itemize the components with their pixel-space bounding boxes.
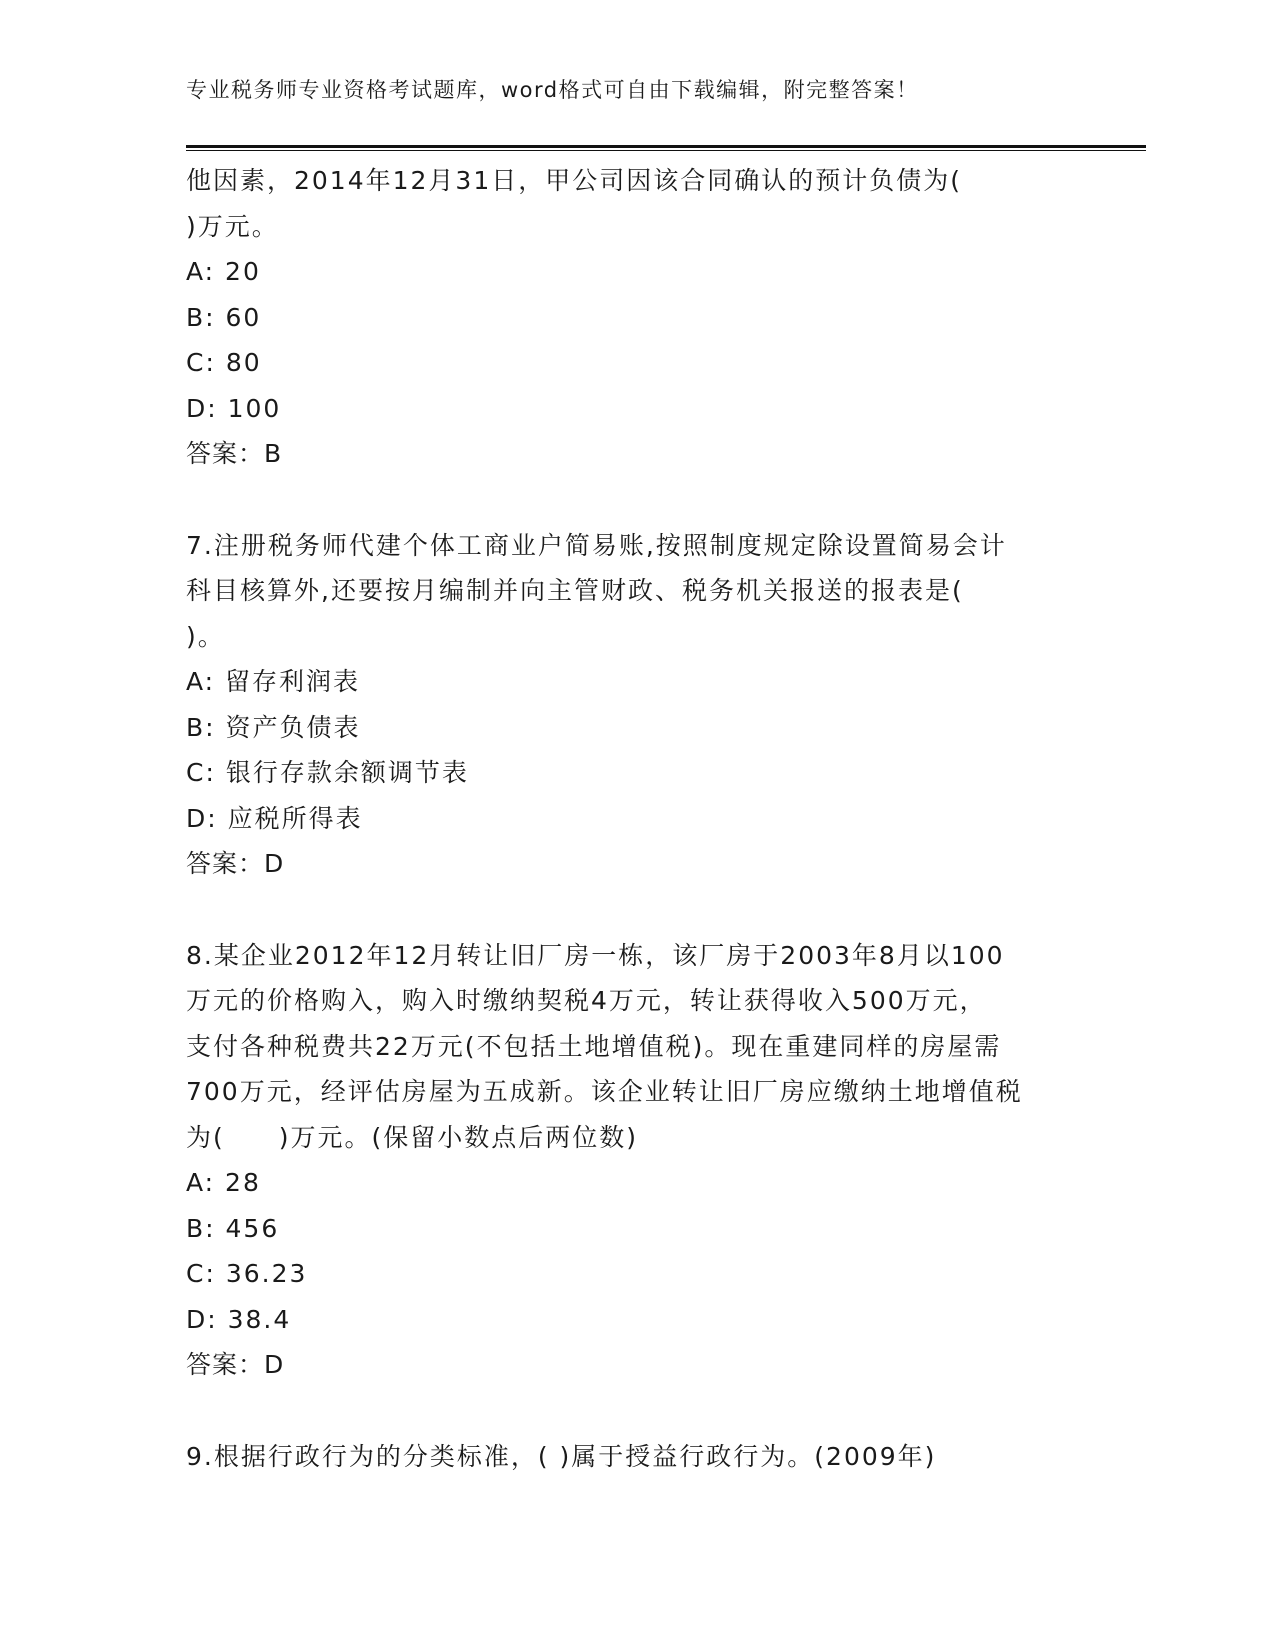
question-8-option-d: D: 38.4 (186, 1304, 292, 1334)
question-7-answer: 答案：D (186, 849, 285, 878)
question-6-option-a: A: 20 (186, 257, 261, 286)
question-6-line-2: )万元。 (186, 211, 279, 241)
question-7-option-d: D: 应税所得表 (186, 803, 363, 833)
spacer (186, 477, 1086, 523)
question-8-option-a: A: 28 (186, 1168, 261, 1197)
header-rule-thick (186, 145, 1146, 148)
question-7-option-c: C: 银行存款余额调节表 (186, 758, 469, 787)
question-7 (186, 523, 1086, 887)
question-6-option-b: B: 60 (186, 302, 262, 332)
question-8-line-5: 为( )万元。(保留小数点后两位数) (186, 1122, 639, 1152)
question-6-option-d: D: 100 (186, 393, 282, 423)
question-9 (186, 1434, 1086, 1480)
question-6 (186, 158, 1086, 477)
question-7-option-a: A: 留存利润表 (186, 667, 361, 696)
question-8-line-4: 700万元，经评估房屋为五成新。该企业转让旧厂房应缴纳土地增值税 (186, 1077, 1023, 1106)
question-8 (186, 933, 1086, 1388)
question-8-line-1: 8.某企业2012年12月转让旧厂房一栋，该厂房于2003年8月以100 (186, 940, 1005, 970)
question-8-option-b: B: 456 (186, 1213, 280, 1243)
document-body (186, 158, 1086, 1479)
question-7-line-1: 7.注册税务师代建个体工商业户简易账,按照制度规定除设置简易会计 (186, 530, 1007, 560)
question-8-option-c: C: 36.23 (186, 1259, 308, 1288)
page-header: 专业税务师专业资格考试题库，word格式可自由下载编辑，附完整答案！ (186, 78, 919, 102)
question-8-answer: 答案：D (186, 1350, 285, 1379)
question-8-line-3: 支付各种税费共22万元(不包括土地增值税)。现在重建同样的房屋需 (186, 1031, 1002, 1061)
question-7-line-2: 科目核算外,还要按月编制并向主管财政、税务机关报送的报表是( (186, 576, 964, 605)
question-6-line-1: 他因素，2014年12月31日，甲公司因该合同确认的预计负债为( (186, 166, 963, 195)
question-8-line-2: 万元的价格购入，购入时缴纳契税4万元，转让获得收入500万元， (186, 986, 987, 1015)
spacer (186, 887, 1086, 933)
spacer (186, 1388, 1086, 1434)
question-9-line-1: 9.根据行政行为的分类标准，( )属于授益行政行为。(2009年) (186, 1441, 937, 1471)
question-7-option-b: B: 资产负债表 (186, 712, 361, 742)
header-rule-thin (186, 150, 1146, 151)
question-6-option-c: C: 80 (186, 348, 262, 377)
question-7-line-3: )。 (186, 621, 225, 651)
question-6-answer: 答案：B (186, 439, 283, 468)
